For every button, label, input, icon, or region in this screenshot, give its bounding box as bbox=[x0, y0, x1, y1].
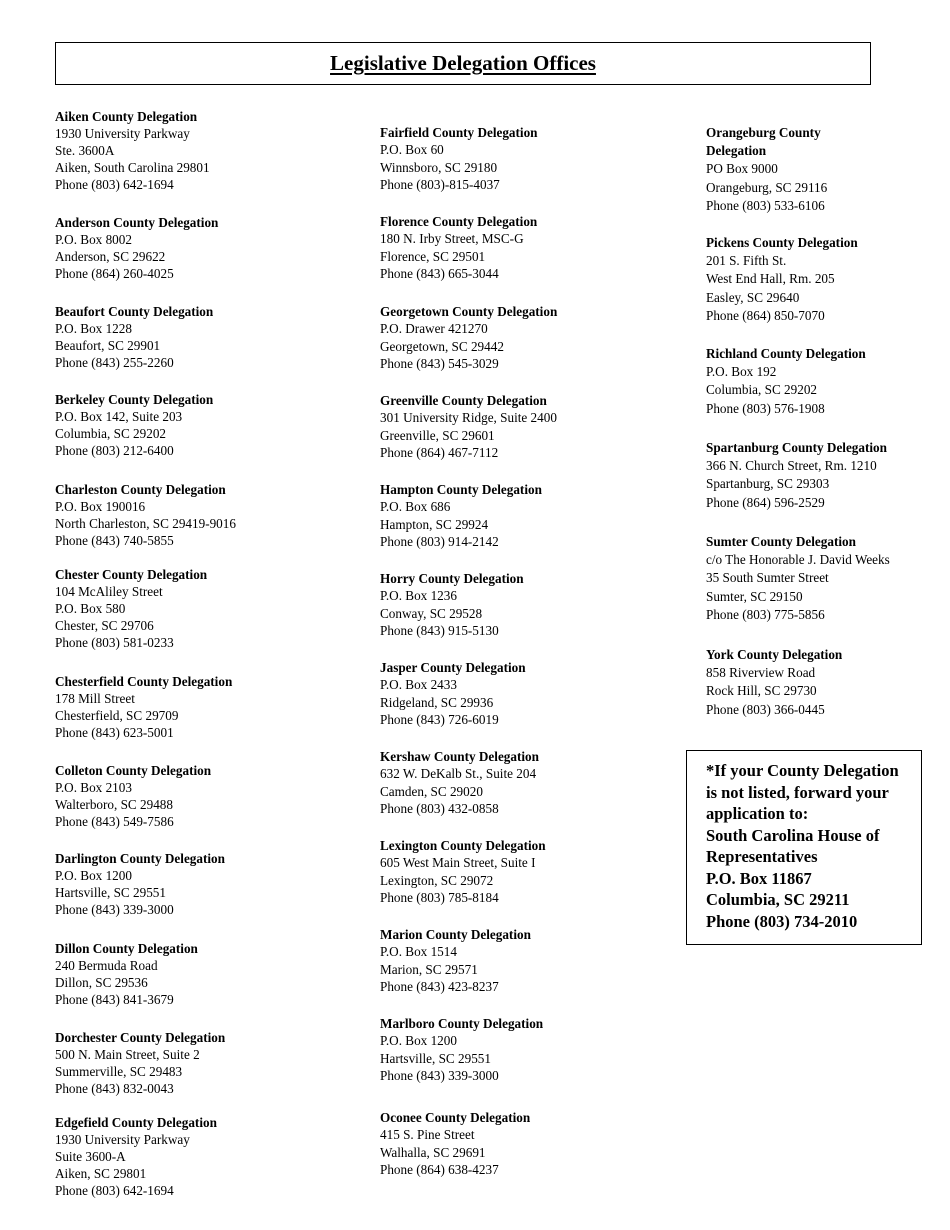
forwarding-note bbox=[686, 750, 922, 945]
delegation-address-line: Lexington, SC 29072 bbox=[380, 872, 494, 888]
delegation-address-line: Delegation bbox=[706, 143, 767, 159]
delegation-address-line: Phone (803)-815-4037 bbox=[380, 177, 500, 193]
delegation-address-line: Ridgeland, SC 29936 bbox=[380, 694, 494, 710]
title-box bbox=[55, 42, 871, 85]
delegation-address-line: Phone (864) 260-4025 bbox=[55, 266, 174, 281]
delegation-address-line: Summerville, SC 29483 bbox=[55, 1064, 183, 1079]
delegation-address-line: Phone (864) 596-2529 bbox=[706, 494, 825, 510]
delegation-name: Sumter County Delegation bbox=[706, 534, 856, 549]
delegation-address-line: Columbia, SC 29202 bbox=[706, 382, 818, 398]
delegation-address-line: P.O. Box 2433 bbox=[380, 677, 457, 693]
delegation-address-line: Sumter, SC 29150 bbox=[706, 588, 803, 604]
delegation-address-line: 605 West Main Street, Suite I bbox=[380, 855, 536, 871]
delegation-address-line: 858 Riverview Road bbox=[706, 665, 816, 681]
delegation-name: Chester County Delegation bbox=[55, 567, 208, 582]
delegation-address-line: Phone (843) 665-3044 bbox=[380, 266, 499, 282]
delegation-address-line: Conway, SC 29528 bbox=[380, 605, 483, 621]
delegation-entry bbox=[55, 481, 236, 549]
delegation-entry bbox=[380, 124, 538, 194]
delegation-name: Oconee County Delegation bbox=[380, 1110, 531, 1125]
delegation-name: Fairfield County Delegation bbox=[380, 125, 538, 140]
delegation-address-line: North Charleston, SC 29419-9016 bbox=[55, 516, 236, 531]
delegation-address-line: Anderson, SC 29622 bbox=[55, 249, 166, 264]
delegation-address-line: Phone (843) 339-3000 bbox=[55, 902, 174, 917]
delegation-address-line: P.O. Box 1200 bbox=[55, 868, 132, 883]
delegation-address-line: Phone (843) 255-2260 bbox=[55, 355, 174, 370]
delegation-entry bbox=[55, 850, 225, 918]
delegation-entry bbox=[380, 213, 537, 283]
delegation-name: Lexington County Delegation bbox=[380, 838, 546, 853]
delegation-address-line: Hartsville, SC 29551 bbox=[380, 1050, 491, 1066]
delegation-address-line: Phone (843) 915-5130 bbox=[380, 623, 499, 639]
delegation-address-line: P.O. Box 142, Suite 203 bbox=[55, 409, 183, 424]
delegation-address-line: Walterboro, SC 29488 bbox=[55, 797, 173, 812]
delegation-name: Orangeburg County bbox=[706, 125, 821, 140]
delegation-entry bbox=[380, 837, 546, 907]
delegation-address-line: P.O. Box 1236 bbox=[380, 588, 457, 604]
delegation-address-line: Phone (803) 785-8184 bbox=[380, 890, 499, 906]
delegation-address-line: Phone (803) 642-1694 bbox=[55, 177, 174, 192]
delegation-address-line: Greenville, SC 29601 bbox=[380, 427, 495, 443]
delegation-entry bbox=[706, 345, 866, 418]
delegation-address-line: P.O. Box 1200 bbox=[380, 1033, 457, 1049]
delegation-address-line: 240 Bermuda Road bbox=[55, 958, 158, 973]
delegation-address-line: Phone (803) 576-1908 bbox=[706, 400, 825, 416]
delegation-entry bbox=[55, 1114, 217, 1199]
delegation-name: Florence County Delegation bbox=[380, 214, 538, 229]
delegation-name: Greenville County Delegation bbox=[380, 393, 547, 408]
delegation-address-line: Chesterfield, SC 29709 bbox=[55, 708, 179, 723]
delegation-address-line: Phone (803) 775-5856 bbox=[706, 606, 825, 622]
delegation-name: Dillon County Delegation bbox=[55, 941, 198, 956]
delegation-address-line: P.O. Box 1228 bbox=[55, 321, 132, 336]
delegation-address-line: 104 McAliley Street bbox=[55, 584, 163, 599]
delegation-entry bbox=[706, 533, 890, 624]
delegation-entry bbox=[55, 391, 213, 459]
delegation-name: York County Delegation bbox=[706, 647, 843, 662]
delegation-address-line: Chester, SC 29706 bbox=[55, 618, 154, 633]
delegation-address-line: Hampton, SC 29924 bbox=[380, 516, 489, 532]
delegation-address-line: P.O. Box 1514 bbox=[380, 944, 457, 960]
delegation-entry bbox=[55, 566, 207, 651]
delegation-name: Colleton County Delegation bbox=[55, 763, 212, 778]
delegation-address-line: Phone (843) 832-0043 bbox=[55, 1081, 174, 1096]
delegation-address-line: Phone (803) 432-0858 bbox=[380, 801, 499, 817]
delegation-entry bbox=[380, 481, 542, 551]
delegation-entry bbox=[706, 439, 887, 512]
delegation-entry bbox=[55, 1029, 225, 1097]
delegation-entry bbox=[380, 570, 524, 640]
delegation-address-line: Phone (803) 366-0445 bbox=[706, 701, 825, 717]
delegation-address-line: P.O. Box 190016 bbox=[55, 499, 146, 514]
delegation-address-line: Georgetown, SC 29442 bbox=[380, 338, 504, 354]
delegation-entry bbox=[55, 303, 213, 371]
delegation-entry bbox=[380, 1109, 530, 1179]
delegation-address-line: Beaufort, SC 29901 bbox=[55, 338, 161, 353]
delegation-address-line: Florence, SC 29501 bbox=[380, 248, 486, 264]
delegation-address-line: Walhalla, SC 29691 bbox=[380, 1144, 486, 1160]
delegation-address-line: Marion, SC 29571 bbox=[380, 961, 478, 977]
delegation-address-line: c/o The Honorable J. David Weeks bbox=[706, 552, 890, 568]
delegation-address-line: 35 South Sumter Street bbox=[706, 570, 829, 586]
delegation-address-line: PO Box 9000 bbox=[706, 161, 778, 177]
delegation-address-line: P.O. Box 60 bbox=[380, 142, 444, 158]
delegation-address-line: P.O. Box 686 bbox=[380, 499, 451, 515]
delegation-entry bbox=[380, 303, 557, 373]
delegation-address-line: Phone (843) 726-6019 bbox=[380, 712, 499, 728]
delegation-name: Marlboro County Delegation bbox=[380, 1016, 544, 1031]
delegation-name: Jasper County Delegation bbox=[380, 660, 526, 675]
delegation-entry bbox=[55, 762, 211, 830]
delegation-address-line: Phone (843) 339-3000 bbox=[380, 1068, 499, 1084]
delegation-address-line: P.O. Drawer 421270 bbox=[380, 321, 488, 337]
delegation-address-line: Phone (843) 841-3679 bbox=[55, 992, 174, 1007]
delegation-entry bbox=[706, 234, 858, 325]
delegation-entry bbox=[55, 673, 232, 741]
delegation-address-line: 201 S. Fifth St. bbox=[706, 253, 787, 269]
delegation-address-line: Phone (843) 623-5001 bbox=[55, 725, 174, 740]
delegation-name: Horry County Delegation bbox=[380, 571, 524, 586]
delegation-address-line: 301 University Ridge, Suite 2400 bbox=[380, 410, 557, 426]
delegation-entry bbox=[55, 214, 218, 282]
delegation-address-line: P.O. Box 8002 bbox=[55, 232, 132, 247]
delegation-name: Richland County Delegation bbox=[706, 346, 866, 361]
delegation-address-line: 180 N. Irby Street, MSC-G bbox=[380, 231, 524, 247]
delegation-address-line: Phone (803) 212-6400 bbox=[55, 443, 174, 458]
delegation-name: Berkeley County Delegation bbox=[55, 392, 214, 407]
delegation-name: Beaufort County Delegation bbox=[55, 304, 214, 319]
delegation-address-line: Phone (843) 423-8237 bbox=[380, 979, 499, 995]
page-title: Legislative Delegation Offices bbox=[330, 51, 596, 75]
note-line: is not listed, forward your bbox=[706, 782, 889, 802]
delegation-address-line: Suite 3600-A bbox=[55, 1149, 126, 1164]
note-line: Columbia, SC 29211 bbox=[706, 890, 850, 909]
delegation-entry bbox=[380, 926, 531, 996]
delegation-address-line: Dillon, SC 29536 bbox=[55, 975, 148, 990]
note-line: Phone (803) 734-2010 bbox=[706, 911, 858, 931]
delegation-address-line: 178 Mill Street bbox=[55, 691, 135, 706]
delegation-entry bbox=[380, 1015, 543, 1085]
delegation-address-line: Phone (843) 740-5855 bbox=[55, 533, 174, 548]
delegation-address-line: Spartanburg, SC 29303 bbox=[706, 476, 830, 492]
delegation-entry bbox=[55, 108, 210, 193]
delegation-entry bbox=[380, 392, 557, 462]
delegation-name: Marion County Delegation bbox=[380, 927, 531, 942]
delegation-address-line: Rock Hill, SC 29730 bbox=[706, 683, 817, 699]
delegation-address-line: Winnsboro, SC 29180 bbox=[380, 159, 498, 175]
delegation-address-line: P.O. Box 2103 bbox=[55, 780, 132, 795]
delegation-address-line: Phone (803) 533-6106 bbox=[706, 197, 825, 213]
delegation-address-line: Phone (803) 914-2142 bbox=[380, 534, 499, 550]
note-line: application to: bbox=[706, 804, 809, 823]
delegation-address-line: Phone (864) 638-4237 bbox=[380, 1162, 499, 1178]
delegation-entry bbox=[706, 124, 827, 215]
delegation-address-line: P.O. Box 580 bbox=[55, 601, 126, 616]
delegation-address-line: Phone (864) 850-7070 bbox=[706, 307, 825, 323]
note-line: Representatives bbox=[706, 847, 818, 866]
delegation-entry bbox=[380, 748, 539, 818]
delegation-address-line: 1930 University Parkway bbox=[55, 126, 190, 141]
delegation-address-line: Hartsville, SC 29551 bbox=[55, 885, 166, 900]
delegation-name: Anderson County Delegation bbox=[55, 215, 219, 230]
delegation-address-line: Columbia, SC 29202 bbox=[55, 426, 167, 441]
delegation-name: Aiken County Delegation bbox=[55, 109, 198, 124]
delegation-address-line: 1930 University Parkway bbox=[55, 1132, 190, 1147]
delegation-address-line: Phone (843) 549-7586 bbox=[55, 814, 174, 829]
delegation-name: Edgefield County Delegation bbox=[55, 1115, 217, 1130]
delegation-name: Spartanburg County Delegation bbox=[706, 440, 887, 455]
delegation-address-line: Phone (864) 467-7112 bbox=[380, 445, 499, 461]
delegation-address-line: Phone (843) 545-3029 bbox=[380, 356, 499, 372]
delegation-name: Georgetown County Delegation bbox=[380, 304, 558, 319]
delegation-address-line: Camden, SC 29020 bbox=[380, 783, 483, 799]
note-line: P.O. Box 11867 bbox=[706, 868, 812, 888]
delegation-address-line: 415 S. Pine Street bbox=[380, 1127, 475, 1143]
delegation-entry bbox=[706, 646, 842, 719]
delegation-address-line: West End Hall, Rm. 205 bbox=[706, 271, 835, 287]
delegation-name: Darlington County Delegation bbox=[55, 851, 225, 866]
delegation-entry bbox=[55, 940, 198, 1008]
delegation-name: Charleston County Delegation bbox=[55, 482, 226, 497]
delegation-address-line: Phone (803) 642-1694 bbox=[55, 1183, 174, 1198]
delegation-address-line: P.O. Box 192 bbox=[706, 364, 777, 380]
delegation-name: Chesterfield County Delegation bbox=[55, 674, 233, 689]
delegation-address-line: Easley, SC 29640 bbox=[706, 289, 800, 305]
delegation-address-line: Phone (803) 581-0233 bbox=[55, 635, 174, 650]
delegation-address-line: Ste. 3600A bbox=[55, 143, 115, 158]
note-line: South Carolina House of bbox=[706, 825, 880, 845]
delegation-name: Hampton County Delegation bbox=[380, 482, 542, 497]
delegation-address-line: 366 N. Church Street, Rm. 1210 bbox=[706, 458, 877, 474]
delegation-name: Kershaw County Delegation bbox=[380, 749, 539, 764]
delegation-address-line: 632 W. DeKalb St., Suite 204 bbox=[380, 766, 537, 782]
delegation-name: Dorchester County Delegation bbox=[55, 1030, 226, 1045]
delegation-entry bbox=[380, 659, 526, 729]
delegation-address-line: Aiken, South Carolina 29801 bbox=[55, 160, 210, 175]
delegation-address-line: 500 N. Main Street, Suite 2 bbox=[55, 1047, 200, 1062]
delegation-address-line: Aiken, SC 29801 bbox=[55, 1166, 147, 1181]
delegation-name: Pickens County Delegation bbox=[706, 235, 858, 250]
delegation-address-line: Orangeburg, SC 29116 bbox=[706, 179, 828, 195]
note-line: *If your County Delegation bbox=[706, 761, 899, 780]
